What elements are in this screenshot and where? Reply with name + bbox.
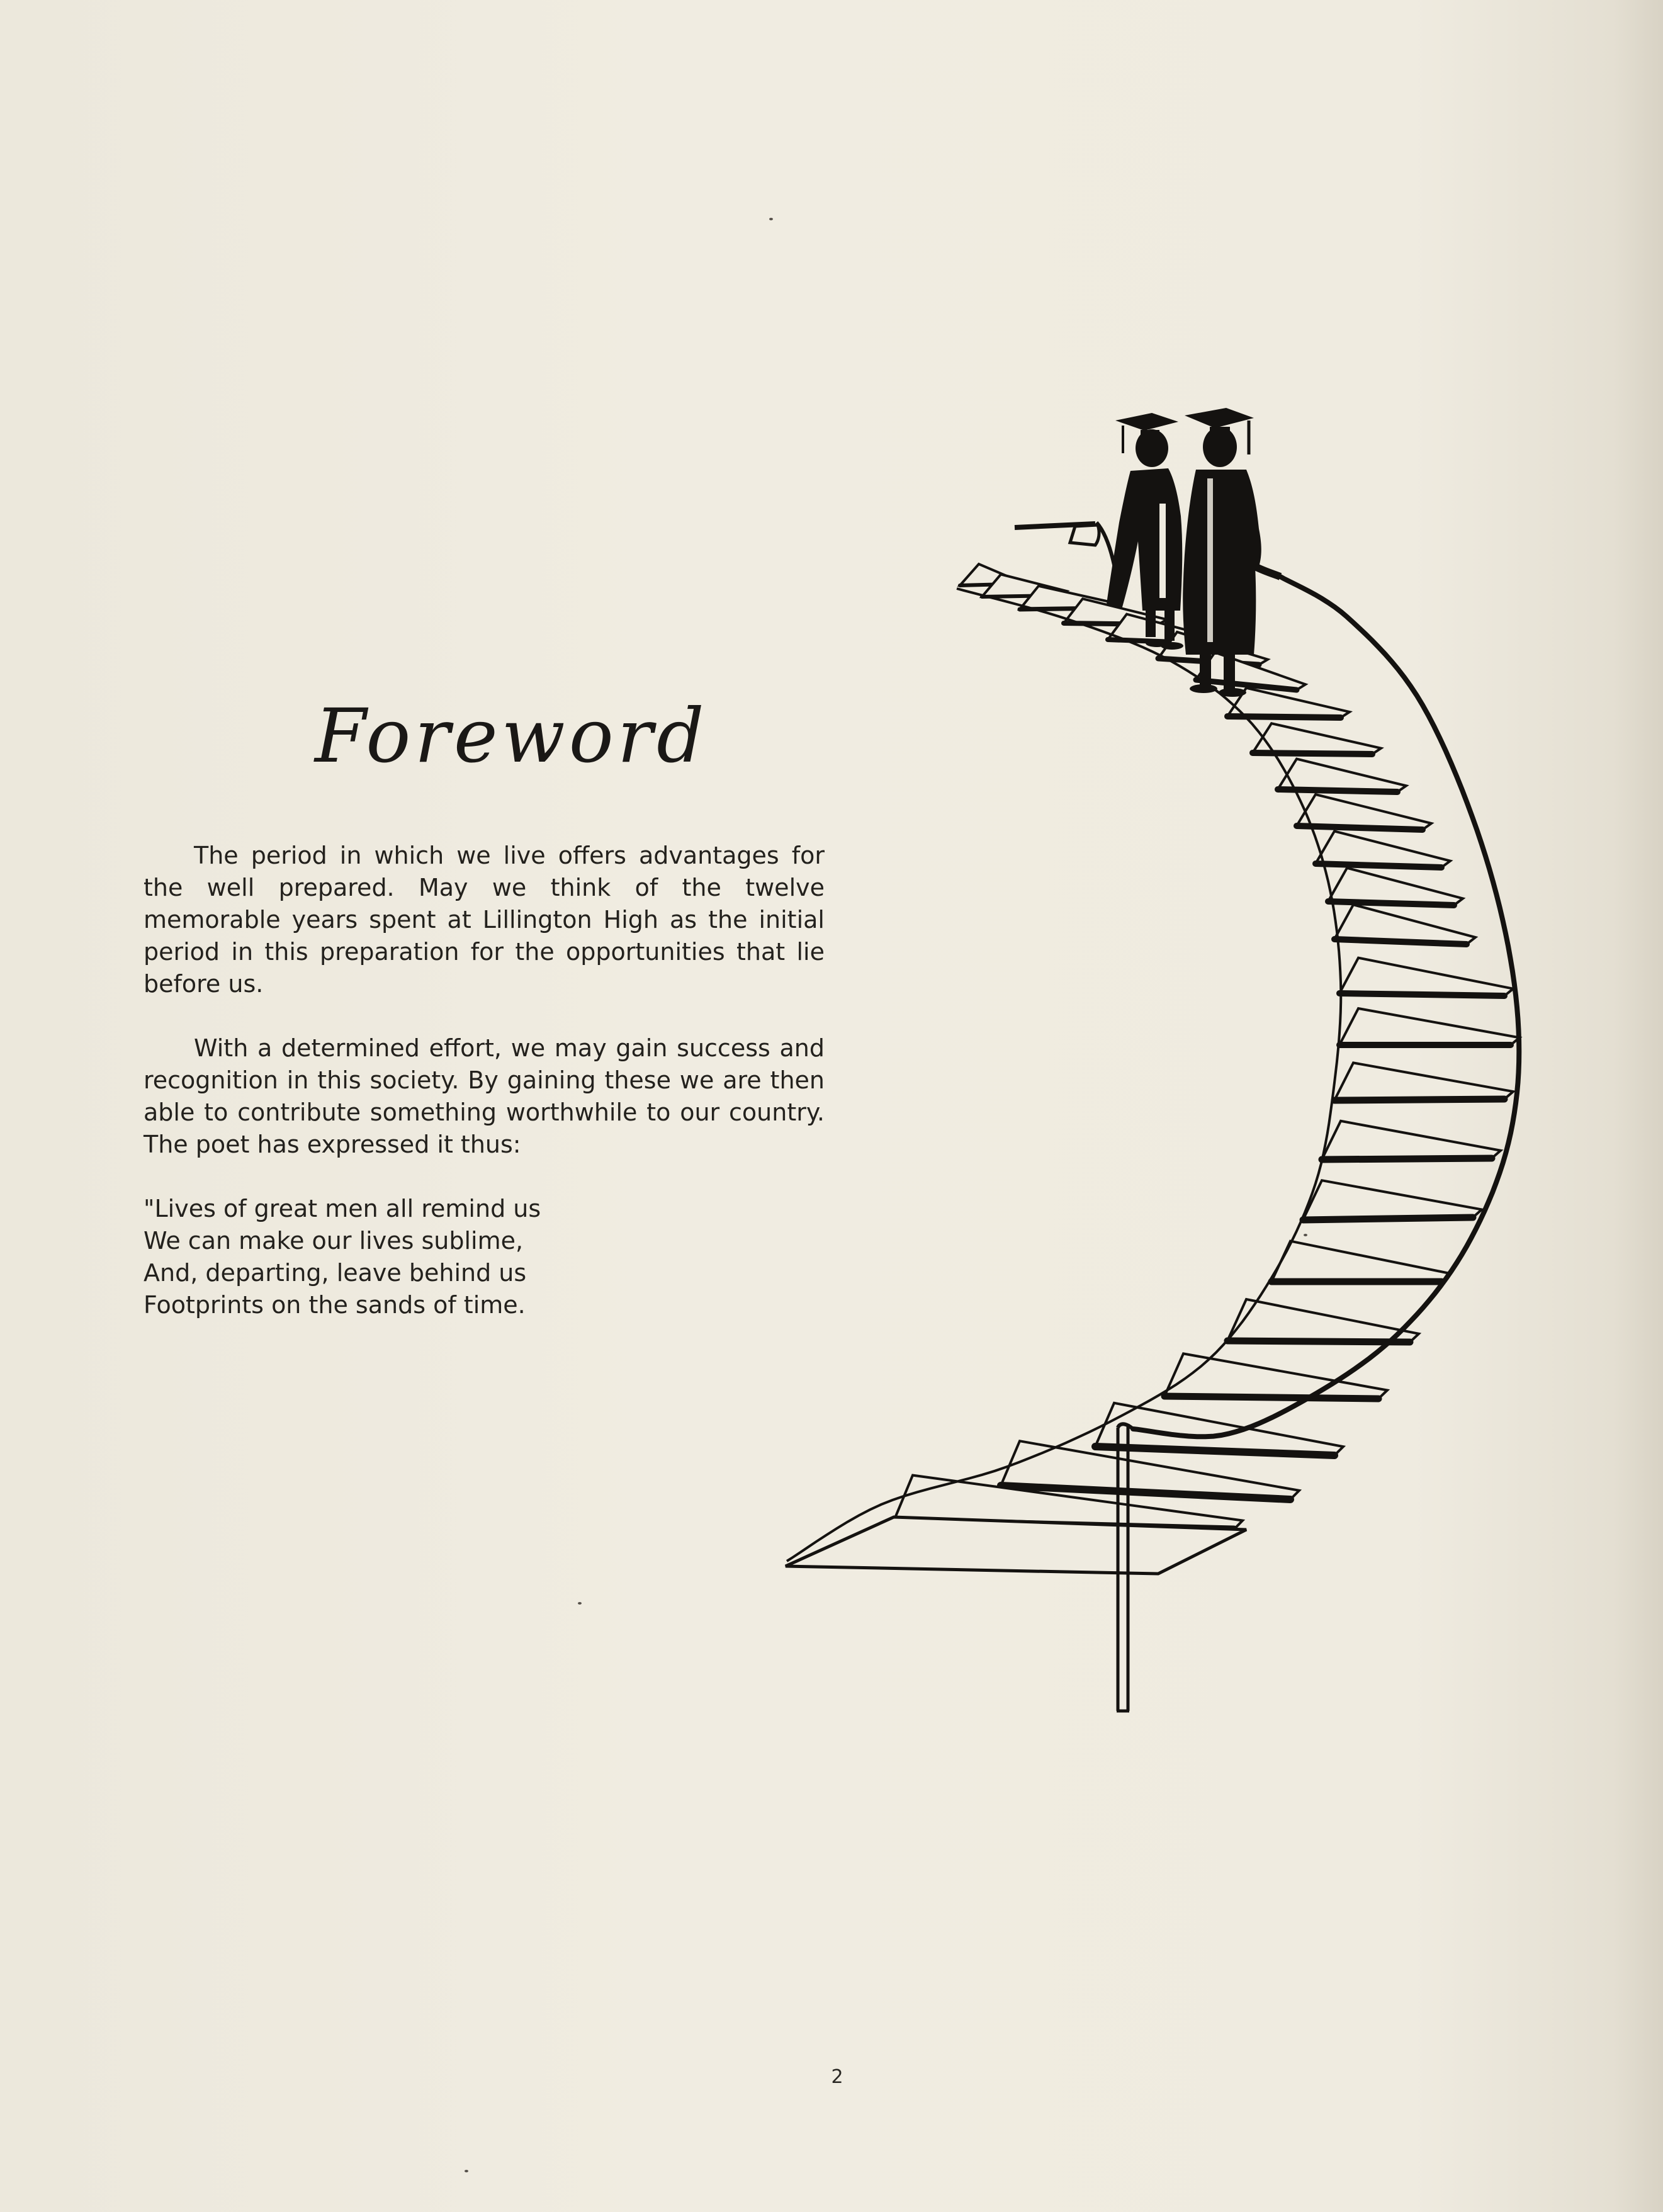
stair-tread: [1322, 1121, 1501, 1160]
stair-tread-edge: [1227, 1341, 1410, 1342]
stair-stringer: [787, 589, 1341, 1561]
paragraph-1: The period in which we live offers advantages for the well prepared. May we think of the twelve memorable years spent at Lillington High as the initial period in this preparation for the opportunities that lie before us.: [144, 842, 825, 998]
spiral-staircase: [786, 564, 1519, 1574]
stair-tread-edge: [1316, 864, 1441, 867]
diploma-scroll: [1015, 522, 1118, 585]
stair-tread: [1303, 1180, 1482, 1220]
stair-tread-edge: [1253, 753, 1372, 754]
stair-tread-edge: [1322, 1158, 1492, 1160]
stair-tread-edge: [1297, 826, 1423, 830]
stair-tread-edge: [1334, 1099, 1504, 1100]
stair-tread: [1334, 1063, 1513, 1100]
stair-tread: [1339, 1008, 1519, 1045]
poem-line-4: Footprints on the sands of time.: [144, 1291, 526, 1319]
page-number: 2: [831, 2066, 843, 2088]
poem-line-1: "Lives of great men all remind us: [144, 1195, 541, 1222]
poem-line-3: And, departing, leave behind us: [144, 1259, 527, 1287]
paper-speck: [1304, 1234, 1307, 1236]
stair-tread: [1271, 1241, 1450, 1282]
poem-line-2: We can make our lives sublime,: [144, 1227, 524, 1255]
paper-speck: [769, 218, 773, 220]
stair-tread: [1339, 958, 1513, 996]
graduate-right: [1183, 408, 1280, 697]
stair-tread-edge: [1303, 1217, 1473, 1220]
graduates-silhouette: [1015, 408, 1280, 697]
paper-speck: [465, 2170, 468, 2172]
stair-tread: [1227, 1299, 1419, 1342]
page-title: Foreword: [315, 692, 708, 779]
paragraph-2: With a determined effort, we may gain success and recognition in this society. By gaining these we are then able to contribute something worthwhile to our country. The poet has expressed it thus:: [144, 1034, 825, 1158]
stair-tread-edge: [1328, 901, 1454, 905]
paper-speck: [578, 1602, 582, 1605]
stair-tread: [1164, 1353, 1387, 1399]
stair-tread-edge: [1164, 1396, 1378, 1399]
stair-tread-edge: [1339, 993, 1504, 996]
